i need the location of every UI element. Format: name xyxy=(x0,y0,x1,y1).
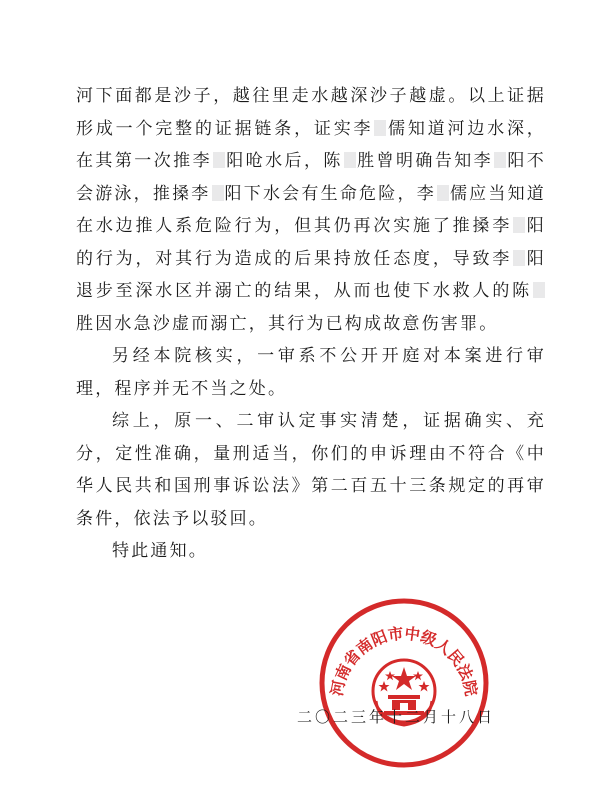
redaction-mark xyxy=(437,185,449,201)
redaction-mark xyxy=(513,250,525,266)
text-segment: 阳不会游泳，推搡李 xyxy=(76,151,546,204)
text-segment: 儒知道河边水深，在其第一次推李 xyxy=(76,118,546,171)
redaction-mark xyxy=(213,152,225,168)
text-segment: 胜曾明确告知李 xyxy=(356,151,494,171)
text-segment: 阳的行为，对其行为造成的后果持放任态度，导致李 xyxy=(76,216,546,269)
text-segment: 阳退步至深水区并溺亡的结果，从而也使下水救人的陈 xyxy=(76,248,546,301)
redaction-mark xyxy=(533,282,545,298)
conclusion-paragraph: 综上，原一、二审认定事实清楚，证据确实、充分，定性准确，量刑适当，你们的申诉理由不符合《中华人民共和国刑事诉讼法》第二百五十三条规定的再审条件，依法予以驳回。 xyxy=(76,411,546,529)
procedure-paragraph: 另经本院核实，一审系不公开开庭对本案进行审理，程序并无不当之处。 xyxy=(76,346,546,399)
redaction-mark xyxy=(374,120,386,136)
redaction-mark xyxy=(344,152,356,168)
document-date: 二〇二三年十二月十八日 xyxy=(297,708,496,726)
text-segment: 胜因水急沙虚而溺亡，其行为已构成故意伤害罪。 xyxy=(76,313,499,334)
seal-lettering: 河南省南阳市中级人民法院 xyxy=(326,623,482,698)
text-segment: 河下面都是沙子，越往里走水越深沙子越虚。以上证据形成一个完整的证据链条，证实李 xyxy=(76,86,546,139)
closing-paragraph: 特此通知。 xyxy=(112,541,208,561)
redaction-mark xyxy=(212,185,224,201)
text-segment: 阳呛水后，陈 xyxy=(226,151,343,171)
evidence-paragraph xyxy=(76,80,546,340)
court-seal xyxy=(318,597,490,769)
text-segment: 儒应当知道在水边推人系危险行为，但其仍再次实施了推搡李 xyxy=(76,183,547,236)
redaction-mark xyxy=(494,152,506,168)
text-segment: 阳下水会有生命危险，李 xyxy=(224,183,436,204)
redaction-mark xyxy=(513,217,525,233)
